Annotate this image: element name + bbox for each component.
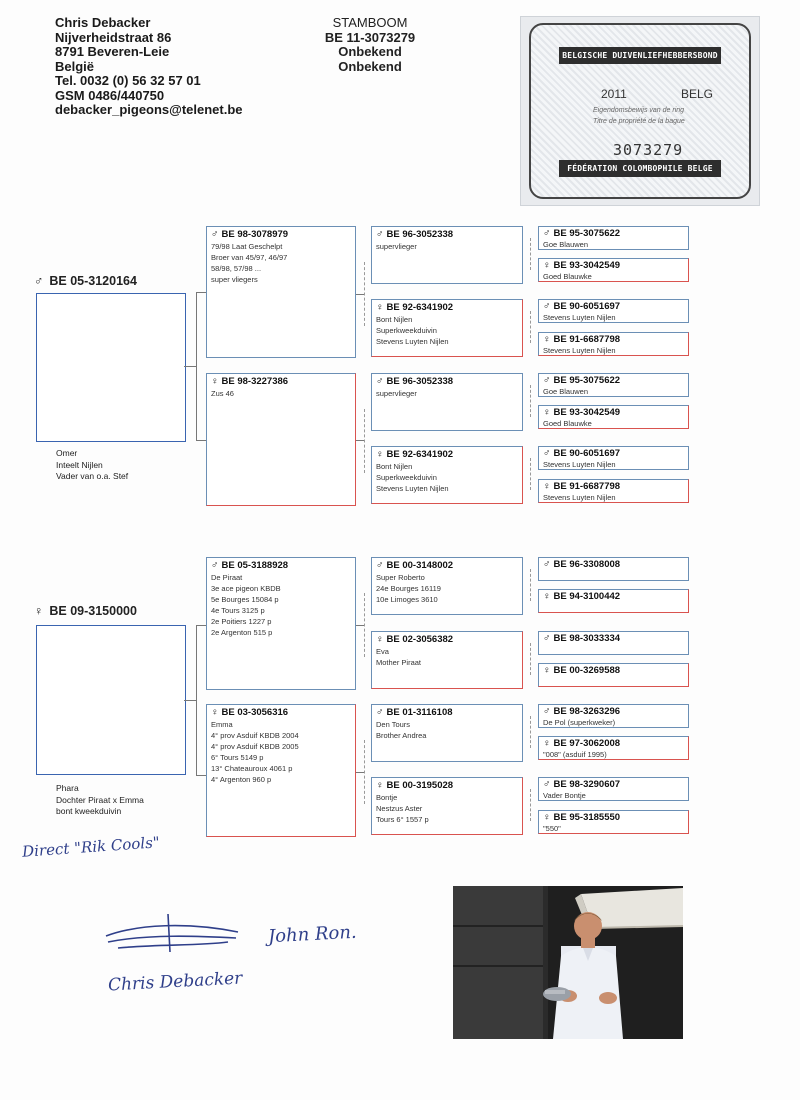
note-line: Bont Nijlen <box>376 315 413 324</box>
note-line: Nestzus Aster <box>376 804 423 813</box>
ring-number: BE 91-6687798 <box>553 334 621 345</box>
note-line: "008" (asduif 1995) <box>543 750 607 759</box>
ring-number: BE 98-3078979 <box>221 229 289 240</box>
connector-line <box>530 458 531 490</box>
certificate-frame <box>529 23 751 199</box>
dam-g1-box <box>538 557 689 581</box>
ring-number: BE 92-6341902 <box>386 449 454 460</box>
female-icon: ♀ <box>376 302 384 313</box>
dam-photo-frame <box>36 625 186 775</box>
owner-city: 8791 Beveren-Leie <box>55 44 170 59</box>
note-line: 10e Limoges 3610 <box>376 595 438 604</box>
sire-mm-box <box>371 446 523 504</box>
ring-number: BE 95-3185550 <box>553 812 621 823</box>
note-line: 5e Bourges 15084 p <box>211 595 279 604</box>
connector-line <box>364 740 365 804</box>
ring-number: BE 94-3100442 <box>553 591 621 602</box>
note-line: Emma <box>211 720 233 729</box>
dam-caption-line: Phara <box>56 783 79 793</box>
ring-number: BE 97-3062008 <box>553 738 621 749</box>
ring-number: BE 96-3052338 <box>386 229 454 240</box>
owner-gsm: GSM 0486/440750 <box>55 87 165 103</box>
ring-number: BE 95-3075622 <box>553 228 621 239</box>
male-icon: ♂ <box>543 301 551 312</box>
female-icon: ♀ <box>543 665 551 676</box>
dam-caption <box>56 783 144 818</box>
certificate-year: 2011 <box>601 87 627 101</box>
male-icon: ♂ <box>543 633 551 644</box>
owner-address-block <box>55 16 243 118</box>
note-line: Goe Blauwen <box>543 387 589 396</box>
connector-line <box>184 366 196 367</box>
note-line: 4° prov Asduif KBDB 2005 <box>211 742 299 751</box>
pedigree-line3: Onbekend <box>338 58 402 74</box>
signature-scribble <box>98 906 248 956</box>
note-line: Vader Bontje <box>543 791 586 800</box>
ring-number: BE 93-3042549 <box>553 260 621 271</box>
signature-owner: Chris Debacker <box>107 968 243 996</box>
male-icon: ♂ <box>376 376 384 387</box>
note-line: Bontje <box>376 793 398 802</box>
female-icon: ♀ <box>376 634 384 645</box>
female-icon: ♀ <box>543 738 551 749</box>
male-icon: ♂ <box>543 448 551 459</box>
ring-number: BE 00-3148002 <box>386 560 454 571</box>
note-line: Stevens Luyten Nijlen <box>376 484 449 493</box>
dam-ring-text: BE 09-3150000 <box>49 604 137 618</box>
dam-mf-box <box>371 704 523 762</box>
connector-line <box>530 385 531 417</box>
female-icon: ♀ <box>211 376 219 387</box>
sire-g4-box <box>538 332 689 356</box>
ring-number: BE 90-6051697 <box>553 448 621 459</box>
sire-ring <box>34 274 137 288</box>
female-icon: ♀ <box>376 780 384 791</box>
ring-certificate <box>520 16 760 206</box>
sire-g5-box <box>538 373 689 397</box>
sire-g8-box <box>538 479 689 503</box>
sire-caption <box>56 448 128 483</box>
ring-number: BE 03-3056316 <box>221 707 289 718</box>
connector-line <box>184 700 196 701</box>
sire-g1-box <box>538 226 689 250</box>
female-icon: ♀ <box>543 812 551 823</box>
female-icon: ♀ <box>34 604 44 618</box>
connector-line <box>530 643 531 675</box>
ring-number: BE 00-3195028 <box>386 780 454 791</box>
dam-mother-box <box>206 704 356 837</box>
note-line: Super Roberto <box>376 573 425 582</box>
female-icon: ♀ <box>543 260 551 271</box>
ring-number: BE 93-3042549 <box>553 407 621 418</box>
ring-number: BE 05-3188928 <box>221 560 289 571</box>
male-icon: ♂ <box>376 229 384 240</box>
certificate-nl-text: Eigendomsbewijs van de ring <box>593 107 685 114</box>
note-line: De Pol (superkweker) <box>543 718 616 727</box>
female-icon: ♀ <box>543 481 551 492</box>
note-line: Eva <box>376 647 389 656</box>
sire-caption-line: Omer <box>56 448 78 458</box>
note-line: Stevens Luyten Nijlen <box>543 493 616 502</box>
ring-number: BE 01-3116108 <box>386 707 453 718</box>
note-line: Goed Blauwke <box>543 272 592 281</box>
handwritten-note: Direct "Rik Cools" <box>21 833 161 861</box>
certificate-fr-text: Titre de propriété de la bague <box>593 118 685 125</box>
connector-line <box>364 593 365 657</box>
note-line: 13° Chateauroux 4061 p <box>211 764 293 773</box>
dam-father-box <box>206 557 356 690</box>
male-icon: ♂ <box>543 779 551 790</box>
certificate-country: BELG <box>681 87 714 101</box>
dam-g5-box <box>538 704 689 728</box>
sire-mother-box <box>206 373 356 506</box>
dam-g7-box <box>538 777 689 801</box>
certificate-number: 3073279 <box>613 141 684 159</box>
ring-number: BE 98-3033334 <box>553 633 621 644</box>
certificate-bottom-banner: FÉDÉRATION COLOMBOPHILE BELGE <box>559 160 721 177</box>
sire-ring-text: BE 05-3120164 <box>49 274 137 288</box>
sire-ff-box <box>371 226 523 284</box>
male-icon: ♂ <box>211 560 219 571</box>
breeder-photo-illustration <box>453 886 683 1039</box>
connector-line <box>530 238 531 270</box>
note-line: super vliegers <box>211 275 258 284</box>
male-icon: ♂ <box>211 229 219 240</box>
connector-line <box>196 440 206 441</box>
note-line: Goed Blauwke <box>543 419 592 428</box>
note-line: Brother Andrea <box>376 731 427 740</box>
male-icon: ♂ <box>543 559 551 570</box>
ring-number: BE 96-3308008 <box>553 559 621 570</box>
note-line: De Piraat <box>211 573 243 582</box>
ring-number: BE 02-3056382 <box>386 634 454 645</box>
note-line: Stevens Luyten Nijlen <box>543 313 616 322</box>
pedigree-heading <box>300 16 440 74</box>
connector-line <box>196 775 206 776</box>
connector-line <box>530 789 531 821</box>
sire-g6-box <box>538 405 689 429</box>
ring-number: BE 98-3290607 <box>553 779 621 790</box>
owner-name: Chris Debacker <box>55 15 151 30</box>
sire-photo-frame <box>36 293 186 442</box>
dam-g2-box <box>538 589 689 613</box>
ring-number: BE 91-6687798 <box>553 481 621 492</box>
note-line: Superkweekduivin <box>376 326 437 335</box>
connector-line <box>196 292 206 293</box>
dam-caption-line: bont kweekduivin <box>56 806 122 816</box>
connector-line <box>356 294 364 295</box>
ring-number: BE 98-3263296 <box>553 706 621 717</box>
pedigree-line2: Onbekend <box>338 44 402 59</box>
note-line: 79/98 Laat Geschelpt <box>211 242 283 251</box>
note-line: 4° prov Asduif KBDB 2004 <box>211 731 299 740</box>
ring-number: BE 92-6341902 <box>386 302 454 313</box>
male-icon: ♂ <box>376 707 384 718</box>
pedigree-ring: BE 11-3073279 <box>324 29 416 45</box>
connector-line <box>356 440 364 441</box>
note-line: 2e Argenton 515 p <box>211 628 273 637</box>
note-line: Stevens Luyten Nijlen <box>543 346 616 355</box>
connector-line <box>356 625 364 626</box>
note-line: 3e ace pigeon KBDB <box>211 584 281 593</box>
sire-mf-box <box>371 373 523 431</box>
male-icon: ♂ <box>543 706 551 717</box>
owner-street: Nijverheidstraat 86 <box>55 29 172 45</box>
breeder-photo <box>453 886 683 1039</box>
note-line: Mother Piraat <box>376 658 422 667</box>
male-icon: ♂ <box>34 274 44 288</box>
note-line: Superkweekduivin <box>376 473 437 482</box>
dam-caption-line: Dochter Piraat x Emma <box>56 794 144 805</box>
connector-line <box>196 625 197 775</box>
ring-number: BE 96-3052338 <box>386 376 454 387</box>
connector-line <box>356 772 364 773</box>
note-line: 6° Tours 5149 p <box>211 753 264 762</box>
note-line: 24e Bourges 16119 <box>376 584 441 593</box>
female-icon: ♀ <box>376 449 384 460</box>
ring-number: BE 90-6051697 <box>553 301 621 312</box>
connector-line <box>364 262 365 326</box>
note-line: Tours 6° 1557 p <box>376 815 429 824</box>
note-line: supervlieger <box>376 389 417 398</box>
dam-fm-box <box>371 631 523 689</box>
pedigree-title: STAMBOOM <box>332 15 408 30</box>
signature-second: John Ron. <box>267 921 358 948</box>
dam-g4-box <box>538 663 689 687</box>
sire-g7-box <box>538 446 689 470</box>
connector-line <box>196 292 197 440</box>
note-line: "550" <box>543 824 561 833</box>
sire-father-box <box>206 226 356 358</box>
sire-g2-box <box>538 258 689 282</box>
ring-number: BE 00-3269588 <box>553 665 621 676</box>
dam-g8-box <box>538 810 689 834</box>
connector-line <box>364 409 365 473</box>
note-line: 4e Tours 3125 p <box>211 606 265 615</box>
connector-line <box>530 569 531 601</box>
dam-g6-box <box>538 736 689 760</box>
note-line: 2e Poitiers 1227 p <box>211 617 272 626</box>
male-icon: ♂ <box>543 228 551 239</box>
note-line: 4° Argenton 960 p <box>211 775 272 784</box>
note-line: supervlieger <box>376 242 417 251</box>
dam-g3-box <box>538 631 689 655</box>
sire-fm-box <box>371 299 523 357</box>
note-line: Broer van 45/97, 46/97 <box>211 253 288 262</box>
female-icon: ♀ <box>543 407 551 418</box>
sire-caption-line: Inteelt Nijlen <box>56 459 103 470</box>
ring-number: BE 95-3075622 <box>553 375 621 386</box>
note-line: Zus 46 <box>211 389 234 398</box>
dam-ff-box <box>371 557 523 615</box>
dam-mm-box <box>371 777 523 835</box>
certificate-top-banner: BELGISCHE DUIVENLIEFHEBBERSBOND <box>559 47 721 64</box>
female-icon: ♀ <box>543 334 551 345</box>
connector-line <box>530 311 531 343</box>
male-icon: ♂ <box>376 560 384 571</box>
note-line: Stevens Luyten Nijlen <box>543 460 616 469</box>
owner-tel: Tel. 0032 (0) 56 32 57 01 <box>55 73 201 88</box>
connector-line <box>530 716 531 748</box>
connector-line <box>196 625 206 626</box>
owner-email: debacker_pigeons@telenet.be <box>55 102 243 117</box>
sire-g3-box <box>538 299 689 323</box>
note-line: Bont Nijlen <box>376 462 413 471</box>
dam-ring <box>34 604 137 618</box>
female-icon: ♀ <box>543 591 551 602</box>
ring-number: BE 98-3227386 <box>221 376 289 387</box>
sire-caption-line: Vader van o.a. Stef <box>56 471 129 481</box>
owner-country: België <box>55 58 95 74</box>
note-line: Goe Blauwen <box>543 240 589 249</box>
female-icon: ♀ <box>211 707 219 718</box>
male-icon: ♂ <box>543 375 551 386</box>
note-line: Stevens Luyten Nijlen <box>376 337 449 346</box>
note-line: Den Tours <box>376 720 411 729</box>
note-line: 58/98, 57/98 ... <box>211 264 262 273</box>
